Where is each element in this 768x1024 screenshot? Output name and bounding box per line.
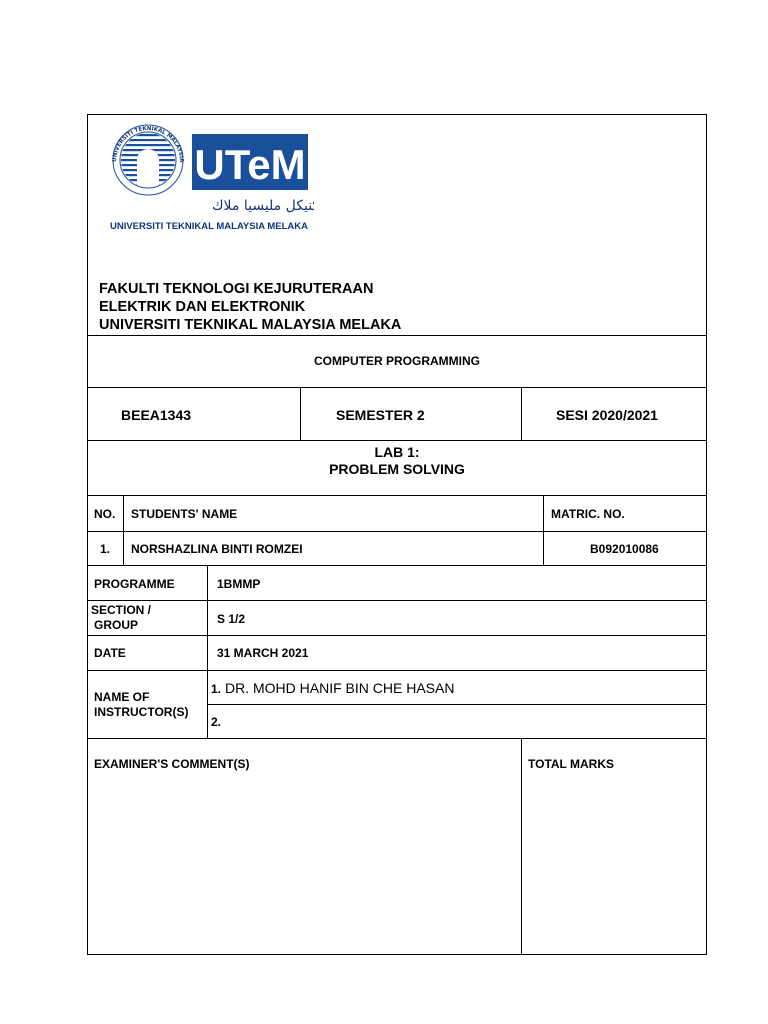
divider <box>521 387 522 440</box>
divider <box>207 704 707 705</box>
divider <box>543 495 544 565</box>
programme-value: 1BMMP <box>217 577 261 591</box>
divider <box>87 635 707 636</box>
date-value: 31 MARCH 2021 <box>217 646 309 660</box>
instructor-number: 2. <box>211 715 222 729</box>
svg-text:اونيۏرسيتي تيكنيكل مليسيا ملاك: نيكل مليسيا ملاك <box>212 198 313 214</box>
divider <box>87 670 707 671</box>
divider <box>87 738 707 739</box>
svg-text:UNIVERSITI TEKNIKAL MALAYSIA M: UNIVERSITI TEKNIKAL MALAYSIA MELAKA <box>110 221 309 231</box>
divider <box>87 335 707 336</box>
programme-label: PROGRAMME <box>94 577 175 591</box>
semester: SEMESTER 2 <box>336 407 425 423</box>
section-label-line-2: GROUP <box>94 618 139 632</box>
student-no: 1. <box>100 542 111 556</box>
lab-title: PROBLEM SOLVING <box>329 461 465 477</box>
instructor-label-line-2: INSTRUCTOR(S) <box>94 705 189 719</box>
svg-text:UNIVERSITI TEKNIKAL MALAYSIA M: UNIVERSITI TEKNIKAL MALAYSIA <box>111 125 185 163</box>
faculty-name-line-1: FAKULTI TEKNOLOGI KEJURUTERAAN <box>99 281 374 297</box>
cover-page-frame <box>87 114 707 955</box>
date-label: DATE <box>94 646 126 660</box>
course-code: BEEA1343 <box>121 407 192 423</box>
instructor-number: 1. <box>211 682 222 696</box>
matric-no: B092010086 <box>590 542 659 556</box>
divider <box>207 565 208 738</box>
student-name-header: STUDENTS' NAME <box>131 507 238 521</box>
faculty-name-line-3: UNIVERSITI TEKNIKAL MALAYSIA MELAKA <box>99 317 402 333</box>
section-label-line-1: SECTION / <box>91 603 152 617</box>
utem-logo <box>108 122 314 232</box>
examiner-comments-label: EXAMINER'S COMMENT(S) <box>94 757 250 771</box>
student-no-header: NO. <box>94 507 116 521</box>
student-name: NORSHAZLINA BINTI ROMZEI <box>131 542 303 556</box>
total-marks-label: TOTAL MARKS <box>528 757 614 771</box>
divider <box>87 495 707 496</box>
divider <box>87 531 707 532</box>
lab-number: LAB 1: <box>374 444 420 460</box>
divider <box>87 565 707 566</box>
session: SESI 2020/2021 <box>556 407 658 423</box>
matric-no-header: MATRIC. NO. <box>551 507 625 521</box>
divider <box>87 387 707 388</box>
course-title: COMPUTER PROGRAMMING <box>314 354 480 368</box>
divider <box>521 738 522 954</box>
utem-emblem-icon <box>108 122 314 232</box>
instructor-name: DR. MOHD HANIF BIN CHE HASAN <box>225 680 455 696</box>
section-value: S 1/2 <box>217 612 246 626</box>
divider <box>300 387 301 440</box>
divider <box>87 600 707 601</box>
faculty-name-line-2: ELEKTRIK DAN ELEKTRONIK <box>99 299 306 315</box>
svg-text:UTeM: UTeM <box>194 141 306 188</box>
divider <box>123 495 124 565</box>
divider <box>87 440 707 441</box>
instructor-label-line-1: NAME OF <box>94 690 150 704</box>
